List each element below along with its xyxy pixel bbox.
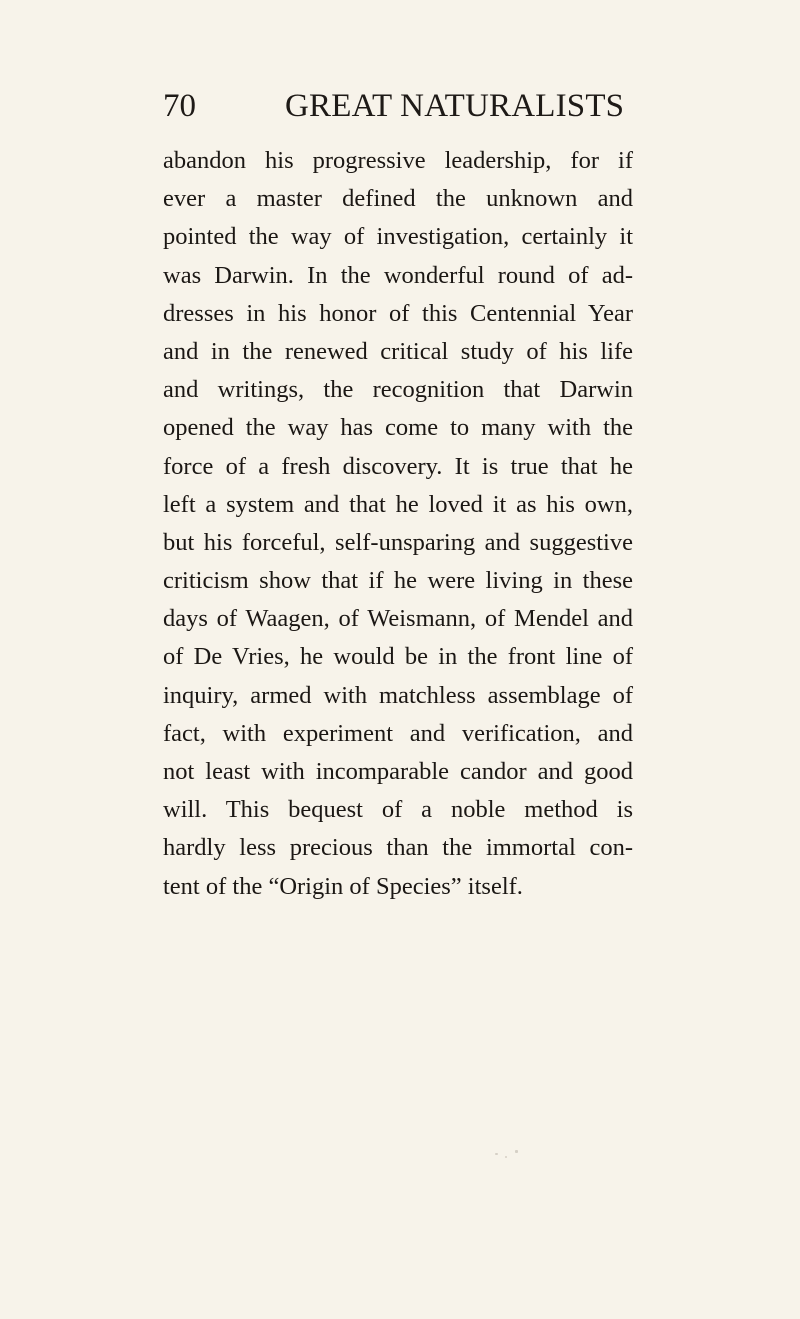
text-line: days of Waagen, of Weismann, of Mendel and [163,605,633,633]
text-line: fact, with experiment and verification, and [163,719,633,747]
text-line: pointed the way of investigation, certainly it [163,223,633,251]
text-line: not least with incomparable candor and good [163,758,633,785]
text-line: and in the renewed critical study of his life [163,337,633,365]
running-title: GREAT NATURALISTS [285,88,625,124]
text-line: force of a fresh discovery. It is true that he [163,452,633,480]
text-line: will. This bequest of a noble method is [163,796,633,824]
running-head [163,80,638,130]
text-line: tent of the “Origin of Species” itself. [163,872,523,900]
text-line: dresses in his honor of this Centennial Year [163,299,633,327]
text-line: opened the way has come to many with the [163,414,633,442]
body-paragraph [163,142,633,906]
text-line: ever a master defined the unknown and [163,185,633,213]
text-line: hardly less precious than the immortal con- [163,834,633,862]
paper-speck [505,1156,507,1158]
text-line: inquiry, armed with matchless assemblage of [163,681,633,709]
text-line: criticism show that if he were living in these [163,567,633,595]
text-line: abandon his progressive leadership, for if [163,147,633,174]
text-line: of De Vries, he would be in the front line of [163,643,633,671]
paper-speck [495,1153,498,1155]
text-line: was Darwin. In the wonderful round of ad- [163,261,633,289]
text-line: but his forceful, self-unsparing and suggestive [163,528,633,556]
text-line: and writings, the recognition that Darwin [163,376,633,404]
page-number: 70 [163,88,196,124]
text-line: left a system and that he loved it as his own, [163,490,633,518]
paper-speck [515,1150,518,1153]
